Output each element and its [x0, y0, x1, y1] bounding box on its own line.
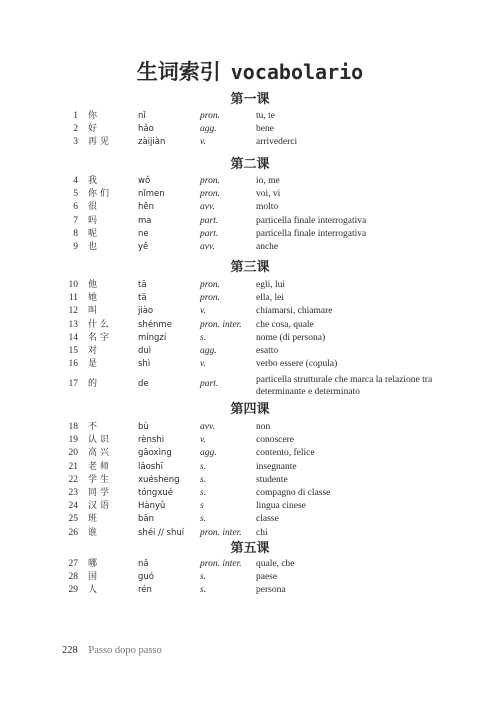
entry-number: 12 [68, 306, 78, 317]
pinyin: duì [138, 346, 152, 356]
pinyin: tā [138, 293, 147, 304]
entry-number: 22 [68, 474, 78, 485]
pinyin: shì [138, 359, 151, 370]
hanzi: 是 [88, 359, 101, 370]
entry-number: 27 [68, 559, 78, 569]
entry-number: 29 [68, 585, 78, 596]
hanzi: 她 [88, 293, 101, 304]
entry-number: 13 [68, 319, 78, 330]
pinyin: jiào [138, 306, 154, 317]
pinyin: hěn [138, 202, 155, 213]
pinyin: Hànyǔ [138, 501, 166, 512]
part-of-speech: agg. [200, 124, 217, 135]
hanzi: 很 [88, 202, 101, 213]
part-of-speech: v. [200, 137, 206, 148]
part-of-speech: part. [200, 379, 219, 390]
hanzi: 国 [88, 572, 101, 583]
vocab-row [0, 241, 500, 255]
hanzi: 哪 [88, 559, 101, 569]
pinyin: nǎ [138, 559, 149, 569]
italian-translation: chi [256, 527, 268, 538]
entry-number: 19 [68, 435, 78, 446]
vocab-row [0, 358, 500, 372]
part-of-speech: agg. [200, 448, 217, 459]
hanzi: 名字 [88, 332, 113, 343]
entry-number: 14 [68, 332, 78, 343]
hanzi: 不 [88, 422, 101, 432]
hanzi: 吗 [88, 215, 101, 226]
italian-translation: studente [256, 474, 288, 485]
vocab-row [0, 188, 500, 202]
vocab-row [0, 215, 500, 229]
entry-number: 26 [68, 527, 78, 538]
hanzi: 老师 [88, 461, 113, 472]
part-of-speech: v. [200, 359, 206, 370]
italian-translation: chiamarsi, chiamare [256, 306, 333, 317]
hanzi: 谁 [88, 527, 101, 538]
italian-translation: lingua cinese [256, 501, 306, 512]
vocab-row [0, 434, 500, 448]
part-of-speech: avv. [200, 242, 215, 252]
vocab-row [0, 123, 500, 137]
italian-translation: tu, te [256, 111, 275, 121]
pinyin: bù [138, 422, 149, 432]
lesson-heading: 第三课 [230, 260, 270, 275]
vocab-row [0, 345, 500, 359]
pinyin: gāoxìng [138, 448, 172, 459]
part-of-speech: avv. [200, 422, 215, 432]
vocab-row [0, 136, 500, 150]
hanzi: 人 [88, 585, 101, 596]
part-of-speech: s. [200, 488, 207, 498]
italian-translation: insegnante [256, 461, 297, 472]
entry-number: 16 [68, 359, 78, 370]
vocab-row [0, 571, 500, 585]
pinyin: ne [138, 228, 149, 239]
pinyin: rén [138, 585, 152, 596]
pinyin: nǐ [138, 111, 146, 121]
vocab-row [0, 474, 500, 488]
entry-number: 5 [73, 189, 78, 200]
italian-translation: esatto [256, 346, 279, 356]
pinyin: xuésheng [138, 474, 180, 485]
italian-translation: classe [256, 514, 279, 525]
part-of-speech: pron. [200, 293, 220, 304]
entry-number: 8 [73, 228, 78, 239]
italian-translation: contento, felice [256, 448, 315, 459]
part-of-speech: pron. inter. [200, 559, 242, 569]
entry-number: 10 [68, 280, 78, 290]
italian-translation: bene [256, 124, 274, 135]
vocab-row [0, 292, 500, 306]
part-of-speech: s. [200, 474, 207, 485]
part-of-speech: v. [200, 306, 206, 317]
book-title: Passo dopo passo [88, 645, 162, 656]
hanzi: 我 [88, 176, 101, 186]
italian-translation: persona [256, 585, 286, 596]
vocab-row [0, 421, 500, 435]
italian-translation: non [256, 422, 271, 432]
hanzi: 学生 [88, 474, 113, 485]
hanzi: 呢 [88, 228, 101, 239]
vocab-row [0, 175, 500, 189]
part-of-speech: part. [200, 228, 219, 239]
italian-translation: compagno di classe [256, 488, 331, 498]
part-of-speech: pron. inter. [200, 319, 242, 330]
title-chinese: 生词索引 [136, 60, 221, 84]
entry-number: 20 [68, 448, 78, 459]
entry-number: 18 [68, 422, 78, 432]
entry-number: 7 [73, 215, 78, 226]
entry-number: 23 [68, 488, 78, 498]
hanzi: 高兴 [88, 448, 113, 459]
vocab-row [0, 110, 500, 124]
part-of-speech: pron. [200, 189, 220, 200]
part-of-speech: v. [200, 435, 206, 446]
vocab-row [0, 332, 500, 346]
hanzi: 同学 [88, 488, 113, 498]
entry-number: 4 [73, 176, 78, 186]
part-of-speech: pron. [200, 111, 220, 121]
entry-number: 9 [73, 242, 78, 252]
pinyin: tā [138, 280, 147, 290]
entry-number: 15 [68, 346, 78, 356]
pinyin: zàijiàn [138, 137, 166, 148]
pinyin: nǐmen [138, 189, 165, 200]
hanzi: 他 [88, 280, 101, 290]
italian-translation: arrivederci [256, 137, 298, 148]
vocab-row [0, 305, 500, 319]
entry-number: 6 [73, 202, 78, 213]
pinyin: yě [138, 242, 149, 252]
part-of-speech: agg. [200, 346, 217, 356]
hanzi: 认识 [88, 435, 113, 446]
hanzi: 什么 [88, 319, 113, 330]
entry-number: 21 [68, 461, 78, 472]
italian-translation: quale, che [256, 559, 295, 569]
italian-translation: ella, lei [256, 293, 284, 304]
vocab-row [0, 513, 500, 527]
hanzi: 班 [88, 514, 101, 525]
part-of-speech: avv. [200, 202, 215, 213]
pinyin: ma [138, 215, 152, 226]
part-of-speech: s. [200, 585, 207, 596]
italian-translation: particella finale interrogativa [256, 215, 367, 226]
part-of-speech: part. [200, 215, 219, 226]
vocab-row [0, 461, 500, 475]
pinyin: rènshi [138, 435, 165, 446]
italian-translation: molto [256, 202, 279, 213]
italian-translation: che cosa, quale [256, 319, 314, 330]
pinyin: lǎoshī [138, 461, 163, 472]
part-of-speech: s. [200, 514, 207, 525]
hanzi: 再见 [88, 137, 113, 148]
lesson-heading: 第四课 [230, 402, 270, 417]
pinyin: bān [138, 514, 154, 525]
italian-translation: voi, vi [256, 189, 281, 200]
italian-translation: egli, lui [256, 280, 286, 290]
entry-number: 25 [68, 514, 78, 525]
lesson-heading: 第五课 [230, 541, 270, 556]
pinyin: shéi // shuí [138, 527, 185, 538]
part-of-speech: pron. inter. [200, 527, 242, 538]
vocab-row [0, 558, 500, 572]
pinyin: hǎo [138, 124, 154, 135]
entry-number: 11 [68, 293, 78, 304]
vocab-row [0, 500, 500, 514]
italian-translation: nome (di persona) [256, 332, 326, 343]
hanzi: 的 [88, 379, 101, 390]
part-of-speech: s [200, 501, 204, 512]
hanzi: 你们 [88, 189, 113, 200]
hanzi: 你 [88, 111, 101, 121]
italian-translation: verbo essere (copula) [256, 359, 338, 370]
page-title [0, 56, 500, 86]
hanzi: 好 [88, 124, 101, 135]
part-of-speech: s. [200, 332, 207, 343]
italian-translation: anche [256, 242, 279, 252]
italian-translation: particella finale interrogativa [256, 228, 367, 239]
italian-translation: io, me [256, 176, 280, 186]
page-footer [62, 645, 162, 656]
pinyin: de [138, 379, 149, 390]
italian-translation: conoscere [256, 435, 294, 446]
lesson-heading: 第二课 [230, 157, 270, 172]
entry-number: 24 [68, 501, 78, 512]
hanzi: 叫 [88, 306, 101, 317]
vocab-row [0, 375, 500, 398]
italian-translation: particella strutturale che marca la relazione tra determinante e determinato [256, 375, 433, 398]
part-of-speech: pron. [200, 280, 220, 290]
vocab-row [0, 201, 500, 215]
vocab-row [0, 584, 500, 598]
vocab-row [0, 447, 500, 461]
pinyin: wǒ [138, 176, 151, 186]
vocab-row [0, 319, 500, 333]
hanzi: 对 [88, 346, 101, 356]
entry-number: 1 [73, 111, 78, 121]
part-of-speech: s. [200, 461, 207, 472]
entry-number: 28 [68, 572, 78, 583]
pinyin: míngzi [138, 332, 167, 343]
part-of-speech: s. [200, 572, 207, 583]
entry-number: 2 [73, 124, 78, 135]
vocab-row [0, 279, 500, 293]
vocab-row [0, 228, 500, 242]
vocab-row [0, 487, 500, 501]
entry-number: 17 [68, 379, 78, 390]
italian-translation: paese [256, 572, 278, 583]
pinyin: tóngxué [138, 488, 173, 498]
page-number: 228 [62, 645, 78, 656]
hanzi: 汉语 [88, 501, 113, 512]
entry-number: 3 [73, 137, 78, 148]
lesson-heading: 第一课 [230, 92, 270, 107]
part-of-speech: pron. [200, 176, 220, 186]
pinyin: guó [138, 572, 154, 583]
pinyin: shénme [138, 319, 172, 330]
title-italian: vocabolario [230, 60, 364, 84]
hanzi: 也 [88, 242, 101, 252]
